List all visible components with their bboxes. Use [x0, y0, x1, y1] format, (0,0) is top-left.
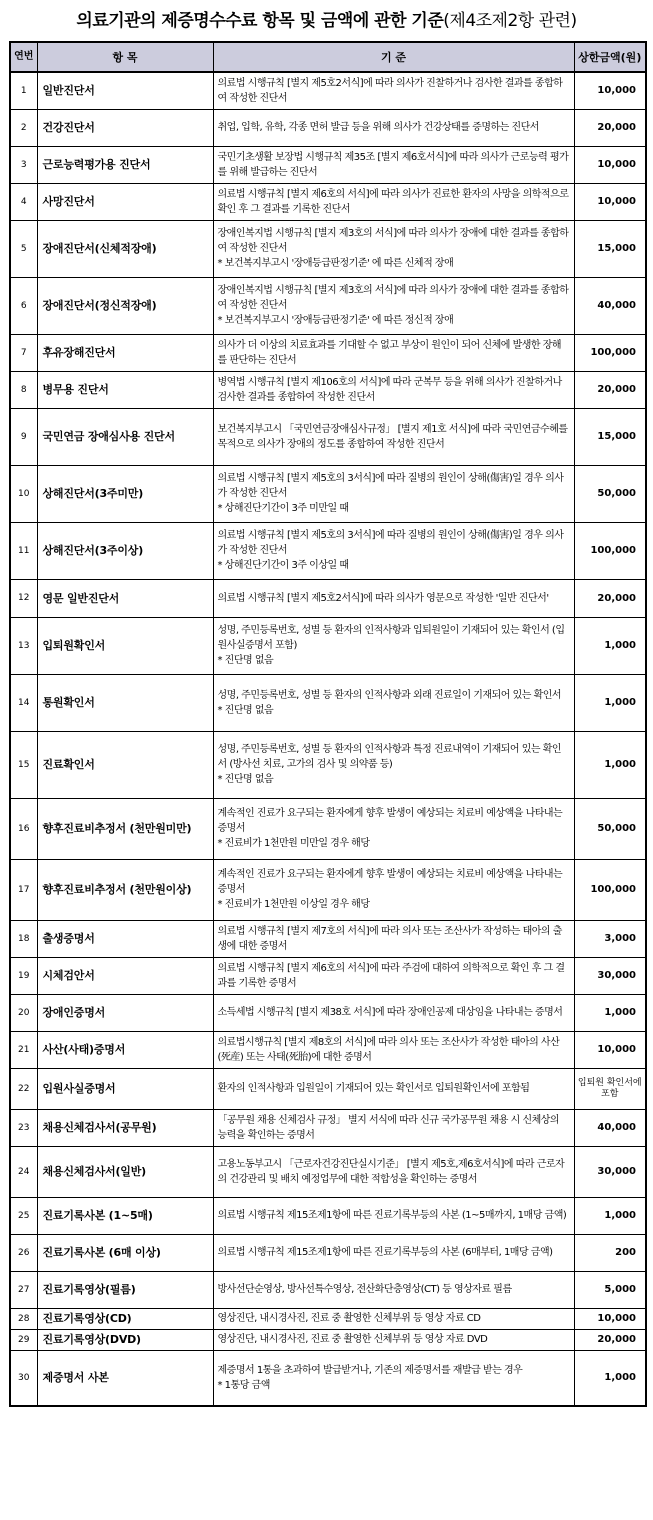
- header-no: 연번: [10, 42, 37, 72]
- criteria-text: 「공무원 채용 신체검사 규정」 별지 서식에 따라 신규 국가공무원 채용 시 신체상의 능력을 확인하는 증명서: [217, 1114, 560, 1141]
- amount-cell: 10,000: [574, 146, 646, 183]
- table-row: [10, 277, 646, 334]
- criteria-text: 소득세법 시행규칙 [별지 제38호 서식]에 따라 장애인공제 대상임을 나타내는 증명서: [217, 1007, 563, 1018]
- amount-cell: 100,000: [574, 859, 646, 920]
- criteria-text: 성명, 주민등록번호, 성별 등 환자의 인적사항과 입퇴원일이 기재되어 있는 확인서 (입원사실증명서 포함): [217, 625, 565, 651]
- criteria-cell: [213, 1031, 574, 1068]
- item-name: 영문 일반진단서: [37, 579, 213, 617]
- criteria-cell: [213, 277, 574, 334]
- criteria-text: 영상진단, 내시경사진, 진료 중 촬영한 신체부위 등 영상 자료 DVD: [217, 1334, 488, 1345]
- criteria-note: * 상해진단기간이 3주 이상일 때: [217, 560, 349, 571]
- item-name: 향후진료비추정서 (천만원미만): [37, 798, 213, 859]
- item-name: 상해진단서(3주이상): [37, 522, 213, 579]
- table-row: [10, 465, 646, 522]
- criteria-text: 의료법 시행규칙 제15조제1항에 따른 진료기록부등의 사본 (6매부터, 1매당 금액): [217, 1247, 553, 1258]
- table-row: [10, 1031, 646, 1068]
- criteria-text: 취업, 입학, 유학, 각종 면허 발급 등을 위해 의사가 건강상태를 증명하는 진단서: [217, 122, 539, 133]
- item-name: 진료기록사본 (1~5매): [37, 1197, 213, 1234]
- table-row: [10, 957, 646, 994]
- criteria-text: 의료법 시행규칙 [별지 제6호의 서식]에 따라 의사가 진료한 환자의 사망을 의학적으로 확인 후 그 결과를 기록한 진단서: [217, 188, 569, 215]
- amount-cell: 1,000: [574, 731, 646, 798]
- table-row: [10, 1234, 646, 1271]
- criteria-cell: [213, 334, 574, 371]
- criteria-cell: [213, 1146, 574, 1197]
- criteria-cell: [213, 1068, 574, 1109]
- table-row: [10, 72, 646, 109]
- amount-cell: 10,000: [574, 72, 646, 109]
- criteria-text: 의사가 더 이상의 치료효과를 기대할 수 없고 부상이 원인이 되어 신체에 발생한 장해를 판단하는 진단서: [217, 339, 562, 366]
- criteria-cell: [213, 1329, 574, 1350]
- amount-cell: 5,000: [574, 1271, 646, 1308]
- criteria-text: 의료법시행규칙 [별지 제8호의 서식]에 따라 의사 또는 조산사가 작성한 태아의 사산(死産) 또는 사태(死胎)에 대한 증명서: [217, 1036, 560, 1063]
- item-name: 장애진단서(신체적장애): [37, 220, 213, 277]
- criteria-text: 의료법 시행규칙 [별지 제5호의 3서식]에 따라 질병의 원인이 상해(傷害)일 경우 의사가 작성한 진단서: [217, 530, 564, 556]
- document-title: [0, 6, 653, 31]
- row-number: 22: [10, 1068, 37, 1109]
- item-name: 근로능력평가용 진단서: [37, 146, 213, 183]
- table-row: [10, 1068, 646, 1109]
- row-number: 25: [10, 1197, 37, 1234]
- row-number: 4: [10, 183, 37, 220]
- row-number: 30: [10, 1350, 37, 1406]
- criteria-cell: [213, 957, 574, 994]
- row-number: 11: [10, 522, 37, 579]
- amount-cell: 10,000: [574, 1308, 646, 1329]
- criteria-note: * 보건복지부고시 '장애등급판정기준' 에 따른 정신적 장애: [217, 315, 454, 326]
- amount-cell: 20,000: [574, 579, 646, 617]
- item-name: 시체검안서: [37, 957, 213, 994]
- criteria-cell: [213, 994, 574, 1031]
- item-name: 채용신체검사서(공무원): [37, 1109, 213, 1146]
- row-number: 2: [10, 109, 37, 146]
- criteria-cell: [213, 1308, 574, 1329]
- table-row: [10, 859, 646, 920]
- table-row: [10, 371, 646, 408]
- criteria-cell: [213, 579, 574, 617]
- row-number: 6: [10, 277, 37, 334]
- table-row: [10, 920, 646, 957]
- item-name: 제증명서 사본: [37, 1350, 213, 1406]
- item-name: 사산(사태)증명서: [37, 1031, 213, 1068]
- title-main: 의료기관의 제증명수수료 항목 및 금액에 관한 기준: [76, 11, 444, 31]
- criteria-text: 국민기초생활 보장법 시행규칙 제35조 [별지 제6호서식]에 따라 의사가 근로능력 평가를 위해 발급하는 진단서: [217, 151, 569, 178]
- row-number: 24: [10, 1146, 37, 1197]
- criteria-cell: [213, 1350, 574, 1406]
- row-number: 3: [10, 146, 37, 183]
- criteria-note: * 진단명 없음: [217, 774, 274, 785]
- item-name: 통원확인서: [37, 674, 213, 731]
- row-number: 13: [10, 617, 37, 674]
- item-name: 후유장해진단서: [37, 334, 213, 371]
- item-name: 상해진단서(3주미만): [37, 465, 213, 522]
- criteria-text: 제증명서 1통을 초과하여 발급받거나, 기존의 제증명서를 재발급 받는 경우: [217, 1364, 523, 1376]
- amount-cell: 20,000: [574, 109, 646, 146]
- amount-cell: 40,000: [574, 277, 646, 334]
- criteria-note: * 진료비가 1천만원 미만일 경우 해당: [217, 838, 370, 849]
- amount-cell: 50,000: [574, 798, 646, 859]
- amount-cell: 입퇴원 확인서에 포함: [574, 1068, 646, 1109]
- amount-cell: 30,000: [574, 957, 646, 994]
- item-name: 건강진단서: [37, 109, 213, 146]
- row-number: 17: [10, 859, 37, 920]
- amount-cell: 1,000: [574, 1197, 646, 1234]
- amount-cell: 15,000: [574, 408, 646, 465]
- row-number: 21: [10, 1031, 37, 1068]
- criteria-note: * 보건복지부고시 '장애등급판정기준' 에 따른 신체적 장애: [217, 258, 454, 269]
- row-number: 19: [10, 957, 37, 994]
- criteria-text: 의료법 시행규칙 제15조제1항에 따른 진료기록부등의 사본 (1~5매까지, 1매당 금액): [217, 1210, 567, 1221]
- fee-table: [9, 41, 647, 1407]
- row-number: 29: [10, 1329, 37, 1350]
- table-header-row: [10, 42, 646, 72]
- criteria-text: 계속적인 진료가 요구되는 환자에게 향후 발생이 예상되는 치료비 예상액을 나타내는 증명서: [217, 869, 563, 895]
- amount-cell: 100,000: [574, 334, 646, 371]
- amount-cell: 1,000: [574, 994, 646, 1031]
- table-row: [10, 220, 646, 277]
- row-number: 7: [10, 334, 37, 371]
- amount-cell: 15,000: [574, 220, 646, 277]
- row-number: 12: [10, 579, 37, 617]
- criteria-text: 의료법 시행규칙 [별지 제5호의 3서식]에 따라 질병의 원인이 상해(傷害)일 경우 의사가 작성한 진단서: [217, 473, 564, 499]
- criteria-cell: [213, 408, 574, 465]
- row-number: 23: [10, 1109, 37, 1146]
- table-row: [10, 522, 646, 579]
- item-name: 진료기록사본 (6매 이상): [37, 1234, 213, 1271]
- amount-cell: 200: [574, 1234, 646, 1271]
- row-number: 26: [10, 1234, 37, 1271]
- item-name: 진료기록영상(CD): [37, 1308, 213, 1329]
- criteria-cell: [213, 731, 574, 798]
- criteria-cell: [213, 798, 574, 859]
- row-number: 9: [10, 408, 37, 465]
- item-name: 장애인증명서: [37, 994, 213, 1031]
- item-name: 채용신체검사서(일반): [37, 1146, 213, 1197]
- amount-cell: 30,000: [574, 1146, 646, 1197]
- amount-cell: 1,000: [574, 674, 646, 731]
- table-row: [10, 183, 646, 220]
- criteria-cell: [213, 146, 574, 183]
- item-name: 출생증명서: [37, 920, 213, 957]
- amount-cell: 100,000: [574, 522, 646, 579]
- row-number: 5: [10, 220, 37, 277]
- amount-cell: 10,000: [574, 1031, 646, 1068]
- table-row: [10, 1197, 646, 1234]
- row-number: 10: [10, 465, 37, 522]
- criteria-cell: [213, 220, 574, 277]
- amount-cell: 10,000: [574, 183, 646, 220]
- criteria-cell: [213, 859, 574, 920]
- row-number: 20: [10, 994, 37, 1031]
- table-row: [10, 617, 646, 674]
- criteria-note: * 상해진단기간이 3주 미만일 때: [217, 503, 349, 514]
- criteria-cell: [213, 183, 574, 220]
- item-name: 사망진단서: [37, 183, 213, 220]
- criteria-text: 의료법 시행규칙 [별지 제7호의 서식]에 따라 의사 또는 조산사가 작성하는 태아의 출생에 대한 증명서: [217, 925, 562, 952]
- amount-cell: 20,000: [574, 1329, 646, 1350]
- item-name: 국민연금 장애심사용 진단서: [37, 408, 213, 465]
- header-item: 항 목: [37, 42, 213, 72]
- item-name: 입퇴원확인서: [37, 617, 213, 674]
- table-row: [10, 674, 646, 731]
- criteria-note: * 진단명 없음: [217, 704, 274, 716]
- criteria-text: 병역법 시행규칙 [별지 제106호의 서식]에 따라 군복무 등을 위해 의사가 진찰하거나 검사한 결과를 종합하여 작성한 진단서: [217, 376, 562, 403]
- table-body: [10, 72, 646, 1406]
- table-row: [10, 1308, 646, 1329]
- criteria-cell: [213, 109, 574, 146]
- row-number: 14: [10, 674, 37, 731]
- criteria-cell: [213, 371, 574, 408]
- criteria-text: 의료법 시행규칙 [별지 제6호의 서식]에 따라 주검에 대하여 의학적으로 확인 후 그 결과를 기록한 증명서: [217, 962, 565, 989]
- criteria-text: 보건복지부고시 「국민연금장애심사규정」 [별지 제1호 서식]에 따라 국민연금수혜를 목적으로 의사가 장애의 정도를 종합하여 작성한 진단서: [217, 423, 568, 450]
- criteria-text: 장애인복지법 시행규칙 [별지 제3호의 서식]에 따라 의사가 장애에 대한 결과를 종합하여 작성한 진단서: [217, 285, 569, 311]
- table-row: [10, 994, 646, 1031]
- table-row: [10, 1109, 646, 1146]
- amount-cell: 1,000: [574, 617, 646, 674]
- criteria-text: 방사선단순영상, 방사선특수영상, 전산화단층영상(CT) 등 영상자료 필름: [217, 1284, 512, 1295]
- criteria-text: 계속적인 진료가 요구되는 환자에게 향후 발생이 예상되는 치료비 예상액을 나타내는 증명서: [217, 808, 563, 834]
- item-name: 입원사실증명서: [37, 1068, 213, 1109]
- row-number: 18: [10, 920, 37, 957]
- criteria-cell: [213, 1109, 574, 1146]
- row-number: 28: [10, 1308, 37, 1329]
- criteria-cell: [213, 920, 574, 957]
- table-row: [10, 1329, 646, 1350]
- header-amount: 상한금액(원): [574, 42, 646, 72]
- row-number: 16: [10, 798, 37, 859]
- criteria-cell: [213, 1271, 574, 1308]
- item-name: 향후진료비추정서 (천만원이상): [37, 859, 213, 920]
- criteria-cell: [213, 1197, 574, 1234]
- table-row: [10, 1271, 646, 1308]
- table-row: [10, 579, 646, 617]
- item-name: 진료기록영상(DVD): [37, 1329, 213, 1350]
- criteria-cell: [213, 465, 574, 522]
- item-name: 병무용 진단서: [37, 371, 213, 408]
- item-name: 장애진단서(정신적장애): [37, 277, 213, 334]
- row-number: 1: [10, 72, 37, 109]
- amount-cell: 50,000: [574, 465, 646, 522]
- item-name: 일반진단서: [37, 72, 213, 109]
- criteria-text: 장애인복지법 시행규칙 [별지 제3호의 서식]에 따라 의사가 장애에 대한 결과를 종합하여 작성한 진단서: [217, 228, 569, 254]
- criteria-note: * 진료비가 1천만원 이상일 경우 해당: [217, 899, 370, 910]
- item-name: 진료기록영상(필름): [37, 1271, 213, 1308]
- item-name: 진료확인서: [37, 731, 213, 798]
- criteria-text: 영상진단, 내시경사진, 진료 중 촬영한 신체부위 등 영상 자료 CD: [217, 1313, 481, 1324]
- criteria-text: 성명, 주민등록번호, 성별 등 환자의 인적사항과 외래 진료일이 기재되어 있는 확인서: [217, 689, 562, 701]
- row-number: 8: [10, 371, 37, 408]
- table-row: [10, 1146, 646, 1197]
- title-sub: (제4조제2항 관련): [443, 11, 577, 31]
- table-row: [10, 1350, 646, 1406]
- amount-cell: 40,000: [574, 1109, 646, 1146]
- criteria-note: * 1통당 금액: [217, 1379, 270, 1391]
- criteria-cell: [213, 72, 574, 109]
- criteria-cell: [213, 1234, 574, 1271]
- amount-cell: 1,000: [574, 1350, 646, 1406]
- table-row: [10, 109, 646, 146]
- criteria-text: 환자의 인적사항과 입원일이 기재되어 있는 확인서로 입퇴원확인서에 포함됨: [217, 1083, 530, 1094]
- header-criteria: 기 준: [213, 42, 574, 72]
- amount-cell: 3,000: [574, 920, 646, 957]
- row-number: 15: [10, 731, 37, 798]
- table-row: [10, 408, 646, 465]
- table-row: [10, 146, 646, 183]
- table-row: [10, 334, 646, 371]
- criteria-text: 의료법 시행규칙 [별지 제5호2서식]에 따라 의사가 영문으로 작성한 '일반 진단서': [217, 592, 549, 604]
- criteria-note: * 진단명 없음: [217, 655, 274, 666]
- criteria-text: 고용노동부고시 「근로자건강진단실시기준」 [별지 제5호,제6호서식]에 따라 근로자의 건강관리 및 배치 예정업무에 대한 적합성을 확인하는 증명서: [217, 1158, 565, 1185]
- criteria-cell: [213, 674, 574, 731]
- criteria-text: 성명, 주민등록번호, 성별 등 환자의 인적사항과 특정 진료내역이 기재되어 있는 확인서 (방사선 치료, 고가의 검사 및 의약품 등): [217, 744, 562, 770]
- amount-cell: 20,000: [574, 371, 646, 408]
- criteria-text: 의료법 시행규칙 [별지 제5호2서식]에 따라 의사가 진찰하거나 검사한 결과를 종합하여 작성한 진단서: [217, 77, 563, 104]
- table-row: [10, 798, 646, 859]
- criteria-cell: [213, 522, 574, 579]
- criteria-cell: [213, 617, 574, 674]
- table-row: [10, 731, 646, 798]
- row-number: 27: [10, 1271, 37, 1308]
